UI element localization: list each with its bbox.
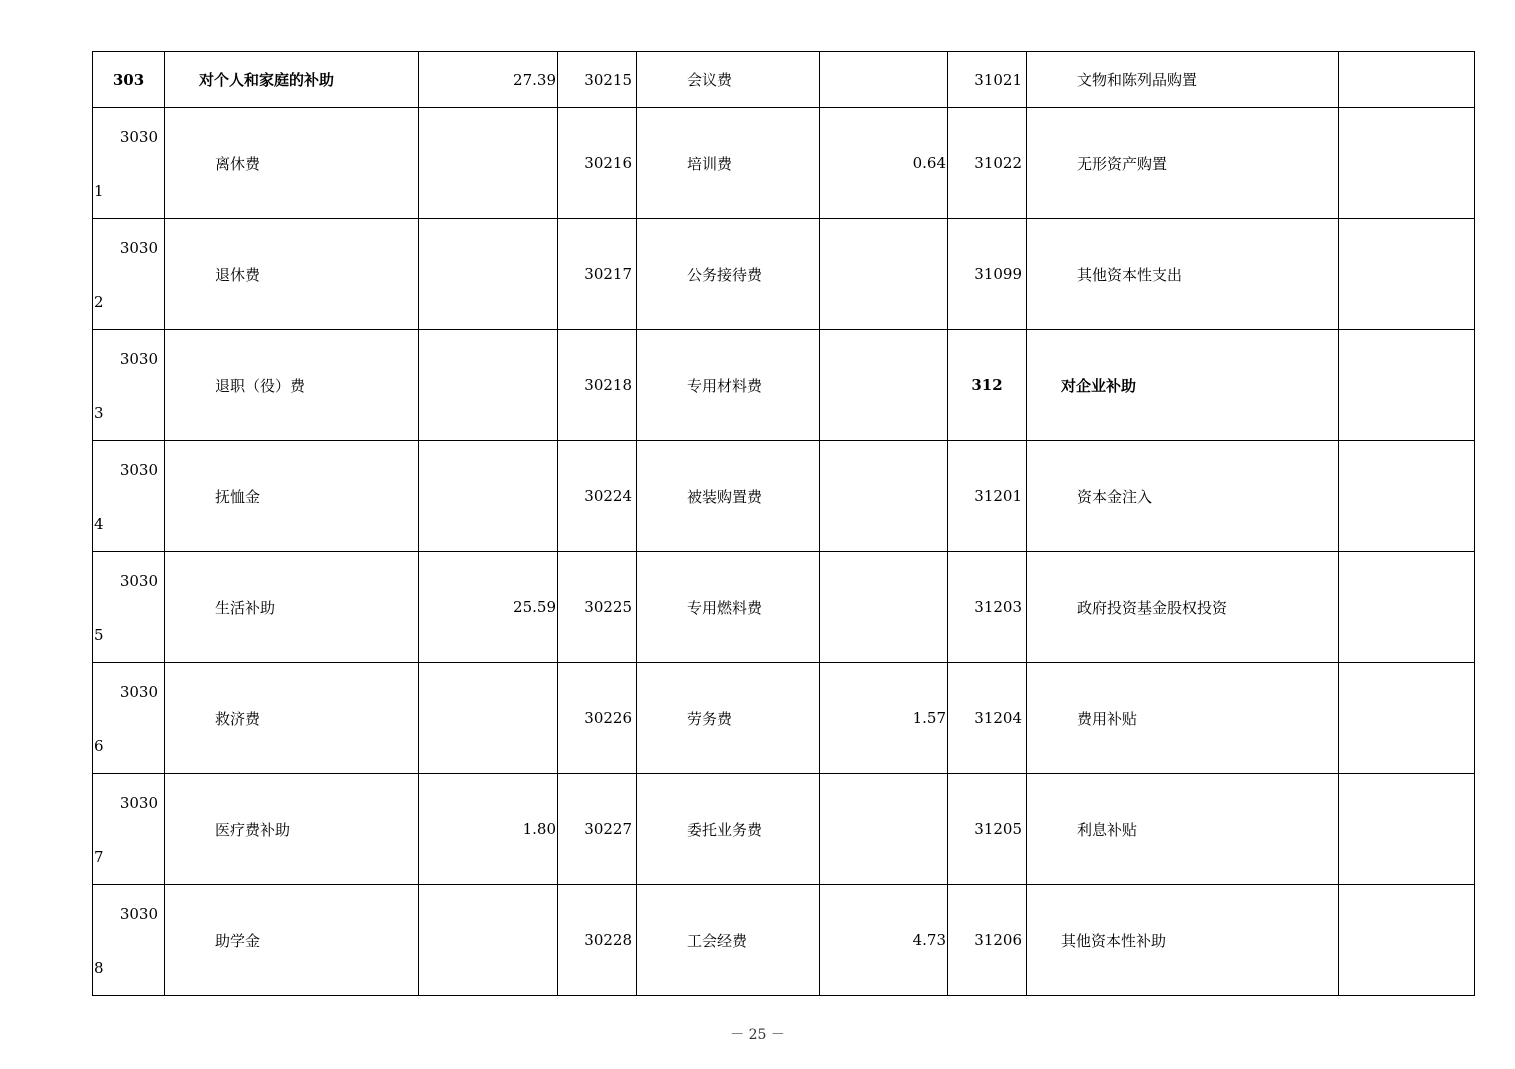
- amount-cell: [1339, 219, 1475, 330]
- code-part: 5: [94, 626, 104, 644]
- table-row: [93, 885, 1475, 996]
- code-cell: 30217: [558, 219, 637, 330]
- code-cell: 303: [93, 52, 165, 108]
- code-part: 3030: [119, 239, 158, 257]
- code-cell: 30226: [558, 663, 637, 774]
- name-cell: 其他资本性支出: [1027, 219, 1339, 330]
- amount-cell: [820, 441, 948, 552]
- name-cell: 利息补贴: [1027, 774, 1339, 885]
- code-cell: [93, 219, 165, 330]
- amount-cell: [1339, 108, 1475, 219]
- code-part: 3030: [119, 683, 158, 701]
- amount-cell: 1.80: [419, 774, 558, 885]
- amount-cell: [419, 108, 558, 219]
- name-cell: 专用材料费: [637, 330, 820, 441]
- amount-cell: [1339, 552, 1475, 663]
- amount-cell: [1339, 774, 1475, 885]
- table-row: [93, 552, 1475, 663]
- code-cell: [93, 330, 165, 441]
- amount-cell: 25.59: [419, 552, 558, 663]
- name-cell: 无形资产购置: [1027, 108, 1339, 219]
- name-cell: 资本金注入: [1027, 441, 1339, 552]
- amount-cell: [419, 219, 558, 330]
- code-cell: [93, 108, 165, 219]
- name-cell: 离休费: [165, 108, 419, 219]
- name-cell: 政府投资基金股权投资: [1027, 552, 1339, 663]
- amount-cell: [820, 330, 948, 441]
- budget-table: [92, 51, 1475, 996]
- table-row: [93, 52, 1475, 108]
- table-row: [93, 330, 1475, 441]
- name-cell: 费用补贴: [1027, 663, 1339, 774]
- name-cell: 工会经费: [637, 885, 820, 996]
- amount-cell: [820, 552, 948, 663]
- code-cell: 31099: [948, 219, 1027, 330]
- code-cell: [93, 663, 165, 774]
- code-cell: 31021: [948, 52, 1027, 108]
- name-cell: 会议费: [637, 52, 820, 108]
- code-cell: 30218: [558, 330, 637, 441]
- amount-cell: 4.73: [820, 885, 948, 996]
- amount-cell: 1.57: [820, 663, 948, 774]
- amount-cell: [820, 219, 948, 330]
- name-cell: 助学金: [165, 885, 419, 996]
- name-cell: 被装购置费: [637, 441, 820, 552]
- code-part: 3: [94, 404, 104, 422]
- code-part: 7: [94, 848, 104, 866]
- code-part: 3030: [119, 905, 158, 923]
- code-cell: 30215: [558, 52, 637, 108]
- amount-cell: [419, 441, 558, 552]
- name-cell: 委托业务费: [637, 774, 820, 885]
- code-part: 6: [94, 737, 104, 755]
- table-row: [93, 663, 1475, 774]
- code-cell: 31022: [948, 108, 1027, 219]
- code-cell: 31206: [948, 885, 1027, 996]
- name-cell: 劳务费: [637, 663, 820, 774]
- name-cell: 培训费: [637, 108, 820, 219]
- amount-cell: [419, 663, 558, 774]
- code-cell: 31203: [948, 552, 1027, 663]
- table-row: [93, 441, 1475, 552]
- code-part: 3030: [119, 794, 158, 812]
- code-cell: [93, 552, 165, 663]
- name-cell: 其他资本性补助: [1027, 885, 1339, 996]
- name-cell: 公务接待费: [637, 219, 820, 330]
- table-row: [93, 108, 1475, 219]
- amount-cell: [419, 885, 558, 996]
- amount-cell: [820, 774, 948, 885]
- name-cell: 抚恤金: [165, 441, 419, 552]
- code-part: 2: [94, 293, 104, 311]
- code-cell: 31204: [948, 663, 1027, 774]
- code-part: 3030: [119, 572, 158, 590]
- amount-cell: [1339, 441, 1475, 552]
- code-cell: 31205: [948, 774, 1027, 885]
- code-cell: 30225: [558, 552, 637, 663]
- name-cell: 救济费: [165, 663, 419, 774]
- table-row: [93, 219, 1475, 330]
- amount-cell: [1339, 330, 1475, 441]
- code-cell: [93, 441, 165, 552]
- code-cell: [93, 774, 165, 885]
- name-cell: 对企业补助: [1027, 330, 1339, 441]
- amount-cell: [1339, 663, 1475, 774]
- code-cell: 30228: [558, 885, 637, 996]
- table-row: [93, 774, 1475, 885]
- code-cell: 30224: [558, 441, 637, 552]
- amount-cell: [1339, 885, 1475, 996]
- name-cell: 退职（役）费: [165, 330, 419, 441]
- name-cell: 对个人和家庭的补助: [165, 52, 419, 108]
- code-part: 3030: [119, 461, 158, 479]
- amount-cell: [1339, 52, 1475, 108]
- name-cell: 退休费: [165, 219, 419, 330]
- code-cell: 30216: [558, 108, 637, 219]
- name-cell: 文物和陈列品购置: [1027, 52, 1339, 108]
- page-number: － 25 －: [730, 1027, 785, 1043]
- code-part: 3030: [119, 350, 158, 368]
- amount-cell: [820, 52, 948, 108]
- code-part: 1: [94, 182, 104, 200]
- code-cell: [93, 885, 165, 996]
- name-cell: 生活补助: [165, 552, 419, 663]
- code-part: 8: [94, 959, 104, 977]
- code-cell: 312: [948, 330, 1027, 441]
- name-cell: 专用燃料费: [637, 552, 820, 663]
- name-cell: 医疗费补助: [165, 774, 419, 885]
- code-cell: 31201: [948, 441, 1027, 552]
- amount-cell: [419, 330, 558, 441]
- code-part: 4: [94, 515, 104, 533]
- code-part: 3030: [119, 128, 158, 146]
- code-cell: 30227: [558, 774, 637, 885]
- amount-cell: 0.64: [820, 108, 948, 219]
- amount-cell: 27.39: [419, 52, 558, 108]
